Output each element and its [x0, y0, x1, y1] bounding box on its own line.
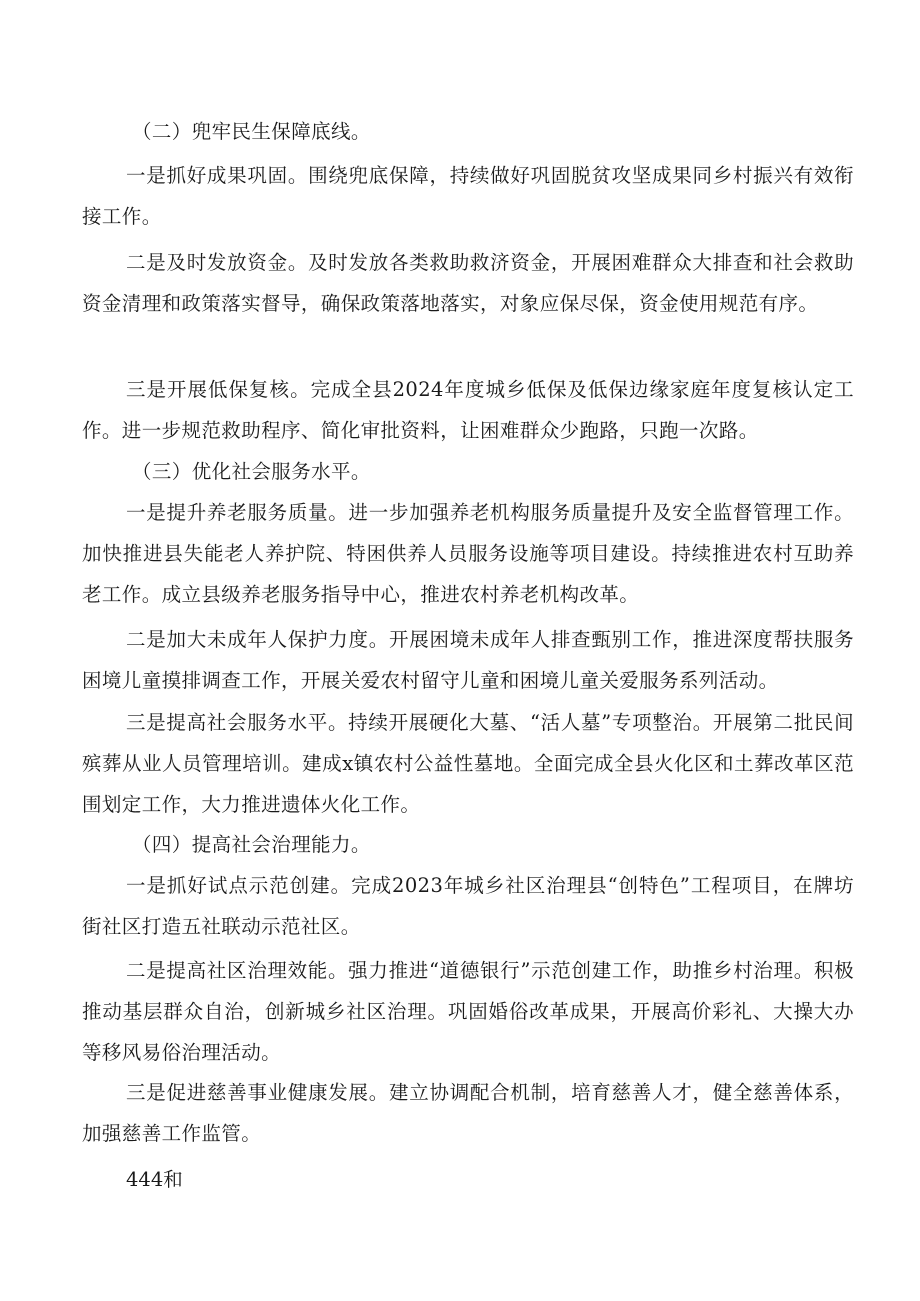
- section-4-item-1: 一是抓好试点示范创建。完成2023年城乡社区治理县“创特色”工程项目，在牌坊街社区打造五社联动示范社区。: [82, 874, 854, 938]
- section-3-item-3: 三是提高社会服务水平。持续开展硬化大墓、“活人墓”专项整治。开展第二批民间殡葬从业人员管理培训。建成x镇农村公益性墓地。全面完成全县火化区和土葬改革区范围划定工作，大力推进遗体火化工作。: [82, 711, 854, 816]
- section-2-item-3: 三是开展低保复核。完成全县2024年度城乡低保及低保边缘家庭年度复核认定工作。进一步规范救助程序、简化审批资料，让困难群众少跑路，只跑一次路。: [82, 378, 854, 442]
- section-3-item-2: 二是加大未成年人保护力度。开展困境未成年人排查甄别工作，推进深度帮扶服务困境儿童摸排调查工作，开展关爱农村留守儿童和困境儿童关爱服务系列活动。: [82, 628, 854, 692]
- section-3-heading: （三）优化社会服务水平。: [132, 460, 371, 483]
- section-3-item-1: 一是提升养老服务质量。进一步加强养老机构服务质量提升及安全监督管理工作。加快推进县失能老人养护院、特困供养人员服务设施等项目建设。持续推进农村互助养老工作。成立县级养老服务指导中心，推进农村养老机构改革。: [82, 501, 854, 606]
- section-2-item-2: 二是及时发放资金。及时发放各类救助救济资金，开展困难群众大排查和社会救助资金清理和政策落实督导，确保政策落地落实，对象应保尽保，资金使用规范有序。: [82, 251, 854, 315]
- section-2-item-1: 一是抓好成果巩固。围绕兜底保障，持续做好巩固脱贫攻坚成果同乡村振兴有效衔接工作。: [82, 164, 854, 228]
- section-2-heading: （二）兜牢民生保障底线。: [132, 120, 371, 143]
- section-4-item-2: 二是提高社区治理效能。强力推进“道德银行”示范创建工作，助推乡村治理。积极推动基层群众自治，创新城乡社区治理。巩固婚俗改革成果，开展高价彩礼、大操大办等移风易俗治理活动。: [82, 959, 854, 1064]
- footer-note: 444和: [126, 1168, 183, 1191]
- section-4-heading: （四）提高社会治理能力。: [132, 833, 371, 856]
- section-4-item-3: 三是促进慈善事业健康发展。建立协调配合机制，培育慈善人才，健全慈善体系，加强慈善工作监管。: [82, 1081, 854, 1145]
